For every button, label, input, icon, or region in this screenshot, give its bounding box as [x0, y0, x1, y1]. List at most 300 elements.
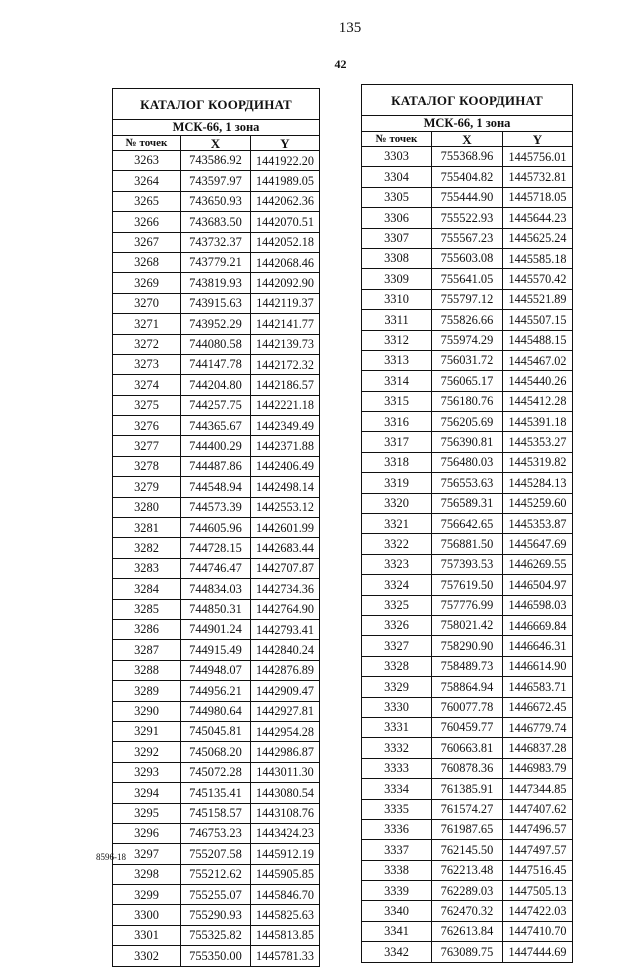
point-number-cell: 3270 [113, 293, 181, 313]
table-row [362, 697, 573, 717]
table-row [113, 151, 320, 171]
x-coordinate-cell: 756480.03 [432, 452, 503, 472]
y-coordinate-cell: 1442092.90 [251, 273, 320, 293]
point-number-cell: 3279 [113, 477, 181, 497]
y-coordinate-cell: 1442172.32 [251, 354, 320, 374]
y-coordinate-cell: 1442840.24 [251, 640, 320, 660]
point-number-cell: 3328 [362, 656, 432, 676]
x-coordinate-cell: 756180.76 [432, 391, 503, 411]
x-coordinate-cell: 757619.50 [432, 575, 503, 595]
y-coordinate-cell: 1442349.49 [251, 416, 320, 436]
y-coordinate-cell: 1447410.70 [503, 921, 573, 941]
x-coordinate-cell: 756205.69 [432, 412, 503, 432]
x-coordinate-cell: 744548.94 [181, 477, 251, 497]
point-number-cell: 3282 [113, 538, 181, 558]
table-row [362, 799, 573, 819]
point-number-cell: 3324 [362, 575, 432, 595]
y-coordinate-cell: 1447516.45 [503, 860, 573, 880]
table-row [113, 436, 320, 456]
point-number-cell: 3265 [113, 191, 181, 211]
point-number-cell: 3292 [113, 742, 181, 762]
x-coordinate-cell: 743597.97 [181, 171, 251, 191]
table-body [113, 151, 320, 967]
x-coordinate-cell: 755826.66 [432, 310, 503, 330]
y-coordinate-cell: 1445647.69 [503, 534, 573, 554]
y-coordinate-cell: 1441989.05 [251, 171, 320, 191]
x-coordinate-cell: 744834.03 [181, 579, 251, 599]
table-row [113, 905, 320, 925]
x-coordinate-cell: 745072.28 [181, 762, 251, 782]
y-coordinate-cell: 1445353.27 [503, 432, 573, 452]
table-row [362, 269, 573, 289]
point-number-cell: 3317 [362, 432, 432, 452]
table-body [362, 147, 573, 963]
point-number-cell: 3266 [113, 212, 181, 232]
table-row [362, 738, 573, 758]
point-number-cell: 3269 [113, 273, 181, 293]
y-coordinate-cell: 1442052.18 [251, 232, 320, 252]
y-coordinate-cell: 1446614.90 [503, 656, 573, 676]
point-number-cell: 3286 [113, 619, 181, 639]
point-number-cell: 3284 [113, 579, 181, 599]
point-number-cell: 3330 [362, 697, 432, 717]
y-coordinate-cell: 1447497.57 [503, 840, 573, 860]
y-coordinate-cell: 1446983.79 [503, 758, 573, 778]
point-number-cell: 3297 [113, 844, 181, 864]
table-row [113, 518, 320, 538]
x-coordinate-cell: 755350.00 [181, 946, 251, 966]
x-coordinate-cell: 744728.15 [181, 538, 251, 558]
y-coordinate-cell: 1445319.82 [503, 452, 573, 472]
x-coordinate-cell: 744147.78 [181, 354, 251, 374]
x-coordinate-cell: 745068.20 [181, 742, 251, 762]
table-row [113, 395, 320, 415]
point-number-cell: 3268 [113, 252, 181, 272]
table-row [362, 289, 573, 309]
column-header-x: X [181, 136, 251, 151]
x-coordinate-cell: 744901.24 [181, 619, 251, 639]
x-coordinate-cell: 755290.93 [181, 905, 251, 925]
table-row [362, 330, 573, 350]
table-row [362, 167, 573, 187]
table-row [113, 701, 320, 721]
point-number-cell: 3296 [113, 823, 181, 843]
y-coordinate-cell: 1445625.24 [503, 228, 573, 248]
point-number-cell: 3304 [362, 167, 432, 187]
table-row [113, 579, 320, 599]
y-coordinate-cell: 1447344.85 [503, 779, 573, 799]
point-number-cell: 3298 [113, 864, 181, 884]
table-row [113, 456, 320, 476]
y-coordinate-cell: 1442707.87 [251, 558, 320, 578]
y-coordinate-cell: 1447505.13 [503, 881, 573, 901]
y-coordinate-cell: 1443011.30 [251, 762, 320, 782]
table-row [362, 147, 573, 167]
point-number-cell: 3327 [362, 636, 432, 656]
table-row [113, 599, 320, 619]
table-row [113, 171, 320, 191]
table-row [362, 228, 573, 248]
x-coordinate-cell: 756031.72 [432, 350, 503, 370]
table-row [362, 819, 573, 839]
coordinate-system-subtitle: МСК-66, 1 зона [362, 116, 573, 132]
table-row [113, 354, 320, 374]
point-number-cell: 3332 [362, 738, 432, 758]
x-coordinate-cell: 755974.29 [432, 330, 503, 350]
point-number-cell: 3336 [362, 819, 432, 839]
table-row [362, 575, 573, 595]
point-number-cell: 3323 [362, 554, 432, 574]
x-coordinate-cell: 755404.82 [432, 167, 503, 187]
y-coordinate-cell: 1445644.23 [503, 208, 573, 228]
y-coordinate-cell: 1445813.85 [251, 925, 320, 945]
x-coordinate-cell: 760077.78 [432, 697, 503, 717]
point-number-cell: 3272 [113, 334, 181, 354]
x-coordinate-cell: 762213.48 [432, 860, 503, 880]
table-row [362, 350, 573, 370]
x-coordinate-cell: 745135.41 [181, 783, 251, 803]
x-coordinate-cell: 763089.75 [432, 942, 503, 962]
table-row [113, 721, 320, 741]
point-number-cell: 3305 [362, 187, 432, 207]
point-number-cell: 3334 [362, 779, 432, 799]
point-number-cell: 3302 [113, 946, 181, 966]
point-number-cell: 3299 [113, 885, 181, 905]
y-coordinate-cell: 1445585.18 [503, 248, 573, 268]
point-number-cell: 3311 [362, 310, 432, 330]
y-coordinate-cell: 1445521.89 [503, 289, 573, 309]
y-coordinate-cell: 1445391.18 [503, 412, 573, 432]
table-row [113, 375, 320, 395]
table-row [113, 742, 320, 762]
y-coordinate-cell: 1446837.28 [503, 738, 573, 758]
table-row [362, 677, 573, 697]
table-row [362, 391, 573, 411]
table-row [362, 310, 573, 330]
x-coordinate-cell: 744850.31 [181, 599, 251, 619]
x-coordinate-cell: 761574.27 [432, 799, 503, 819]
table-row [113, 925, 320, 945]
x-coordinate-cell: 744948.07 [181, 660, 251, 680]
y-coordinate-cell: 1442068.46 [251, 252, 320, 272]
point-number-cell: 3276 [113, 416, 181, 436]
y-coordinate-cell: 1445467.02 [503, 350, 573, 370]
x-coordinate-cell: 761987.65 [432, 819, 503, 839]
point-number-cell: 3288 [113, 660, 181, 680]
table-row [113, 946, 320, 966]
table-row [113, 660, 320, 680]
point-number-cell: 3278 [113, 456, 181, 476]
y-coordinate-cell: 1446672.45 [503, 697, 573, 717]
point-number-cell: 3267 [113, 232, 181, 252]
point-number-cell: 3326 [362, 615, 432, 635]
y-coordinate-cell: 1447422.03 [503, 901, 573, 921]
point-number-cell: 3318 [362, 452, 432, 472]
table-row [113, 497, 320, 517]
point-number-cell: 3285 [113, 599, 181, 619]
x-coordinate-cell: 744956.21 [181, 681, 251, 701]
y-coordinate-cell: 1442876.89 [251, 660, 320, 680]
table-row [362, 595, 573, 615]
point-number-cell: 3339 [362, 881, 432, 901]
table-row [113, 844, 320, 864]
point-number-cell: 3280 [113, 497, 181, 517]
y-coordinate-cell: 1442954.28 [251, 721, 320, 741]
document-code: 8596-18 [96, 852, 126, 862]
y-coordinate-cell: 1446646.31 [503, 636, 573, 656]
table-row [362, 493, 573, 513]
x-coordinate-cell: 755444.90 [432, 187, 503, 207]
column-header-y: Y [503, 132, 573, 147]
table-row [113, 232, 320, 252]
y-coordinate-cell: 1441922.20 [251, 151, 320, 171]
table-row [362, 248, 573, 268]
x-coordinate-cell: 762613.84 [432, 921, 503, 941]
table-row [113, 681, 320, 701]
x-coordinate-cell: 744080.58 [181, 334, 251, 354]
y-coordinate-cell: 1445440.26 [503, 371, 573, 391]
point-number-cell: 3313 [362, 350, 432, 370]
table-row [362, 187, 573, 207]
y-coordinate-cell: 1442601.99 [251, 518, 320, 538]
table-row [362, 656, 573, 676]
y-coordinate-cell: 1446779.74 [503, 717, 573, 737]
point-number-cell: 3307 [362, 228, 432, 248]
column-header-point-number: № точек [362, 132, 432, 147]
table-row [113, 314, 320, 334]
point-number-cell: 3309 [362, 269, 432, 289]
table-row [362, 412, 573, 432]
point-number-cell: 3329 [362, 677, 432, 697]
point-number-cell: 3263 [113, 151, 181, 171]
y-coordinate-cell: 1446583.71 [503, 677, 573, 697]
table-row [362, 840, 573, 860]
point-number-cell: 3281 [113, 518, 181, 538]
table-row [362, 758, 573, 778]
table-row [362, 881, 573, 901]
table-row [362, 534, 573, 554]
x-coordinate-cell: 758489.73 [432, 656, 503, 676]
table-row [113, 334, 320, 354]
point-number-cell: 3308 [362, 248, 432, 268]
y-coordinate-cell: 1445412.28 [503, 391, 573, 411]
y-coordinate-cell: 1442406.49 [251, 456, 320, 476]
point-number-cell: 3293 [113, 762, 181, 782]
x-coordinate-cell: 758021.42 [432, 615, 503, 635]
y-coordinate-cell: 1442498.14 [251, 477, 320, 497]
coordinate-system-subtitle: МСК-66, 1 зона [113, 120, 320, 136]
y-coordinate-cell: 1447407.62 [503, 799, 573, 819]
table-row [113, 558, 320, 578]
point-number-cell: 3341 [362, 921, 432, 941]
table-row [362, 432, 573, 452]
point-number-cell: 3335 [362, 799, 432, 819]
y-coordinate-cell: 1442141.77 [251, 314, 320, 334]
x-coordinate-cell: 743819.93 [181, 273, 251, 293]
table-row [113, 191, 320, 211]
point-number-cell: 3331 [362, 717, 432, 737]
point-number-cell: 3314 [362, 371, 432, 391]
table-row [362, 942, 573, 962]
table-row [362, 615, 573, 635]
x-coordinate-cell: 743779.21 [181, 252, 251, 272]
y-coordinate-cell: 1442186.57 [251, 375, 320, 395]
x-coordinate-cell: 743915.63 [181, 293, 251, 313]
x-coordinate-cell: 755368.96 [432, 147, 503, 167]
y-coordinate-cell: 1447444.69 [503, 942, 573, 962]
x-coordinate-cell: 757776.99 [432, 595, 503, 615]
table-row [113, 762, 320, 782]
point-number-cell: 3289 [113, 681, 181, 701]
x-coordinate-cell: 758290.90 [432, 636, 503, 656]
point-number-cell: 3287 [113, 640, 181, 660]
y-coordinate-cell: 1445756.01 [503, 147, 573, 167]
x-coordinate-cell: 762145.50 [432, 840, 503, 860]
point-number-cell: 3320 [362, 493, 432, 513]
y-coordinate-cell: 1442221.18 [251, 395, 320, 415]
x-coordinate-cell: 746753.23 [181, 823, 251, 843]
y-coordinate-cell: 1442764.90 [251, 599, 320, 619]
y-coordinate-cell: 1442734.36 [251, 579, 320, 599]
table-row [362, 554, 573, 574]
point-number-cell: 3338 [362, 860, 432, 880]
table-row [362, 717, 573, 737]
y-coordinate-cell: 1442793.41 [251, 619, 320, 639]
x-coordinate-cell: 756390.81 [432, 432, 503, 452]
y-coordinate-cell: 1442909.47 [251, 681, 320, 701]
table-row [113, 783, 320, 803]
x-coordinate-cell: 756553.63 [432, 473, 503, 493]
coordinate-catalog-table-left [112, 88, 320, 967]
table-row [113, 640, 320, 660]
y-coordinate-cell: 1445912.19 [251, 844, 320, 864]
y-coordinate-cell: 1445507.15 [503, 310, 573, 330]
sheet-number: 42 [334, 57, 347, 71]
x-coordinate-cell: 755207.58 [181, 844, 251, 864]
x-coordinate-cell: 762289.03 [432, 881, 503, 901]
y-coordinate-cell: 1442119.37 [251, 293, 320, 313]
point-number-cell: 3322 [362, 534, 432, 554]
y-coordinate-cell: 1446269.55 [503, 554, 573, 574]
x-coordinate-cell: 756881.50 [432, 534, 503, 554]
y-coordinate-cell: 1445570.42 [503, 269, 573, 289]
point-number-cell: 3316 [362, 412, 432, 432]
x-coordinate-cell: 745045.81 [181, 721, 251, 741]
x-coordinate-cell: 743683.50 [181, 212, 251, 232]
point-number-cell: 3312 [362, 330, 432, 350]
x-coordinate-cell: 744365.67 [181, 416, 251, 436]
y-coordinate-cell: 1442371.88 [251, 436, 320, 456]
point-number-cell: 3283 [113, 558, 181, 578]
x-coordinate-cell: 755255.07 [181, 885, 251, 905]
point-number-cell: 3340 [362, 901, 432, 921]
table-row [362, 921, 573, 941]
table-row [362, 208, 573, 228]
x-coordinate-cell: 743952.29 [181, 314, 251, 334]
y-coordinate-cell: 1442139.73 [251, 334, 320, 354]
y-coordinate-cell: 1445488.15 [503, 330, 573, 350]
y-coordinate-cell: 1442986.87 [251, 742, 320, 762]
x-coordinate-cell: 755212.62 [181, 864, 251, 884]
y-coordinate-cell: 1445846.70 [251, 885, 320, 905]
table-row [113, 477, 320, 497]
table-row [113, 823, 320, 843]
y-coordinate-cell: 1445781.33 [251, 946, 320, 966]
column-header-x: X [432, 132, 503, 147]
point-number-cell: 3277 [113, 436, 181, 456]
x-coordinate-cell: 744400.29 [181, 436, 251, 456]
x-coordinate-cell: 755797.12 [432, 289, 503, 309]
x-coordinate-cell: 744257.75 [181, 395, 251, 415]
y-coordinate-cell: 1445905.85 [251, 864, 320, 884]
y-coordinate-cell: 1445259.60 [503, 493, 573, 513]
y-coordinate-cell: 1442070.51 [251, 212, 320, 232]
point-number-cell: 3306 [362, 208, 432, 228]
point-number-cell: 3291 [113, 721, 181, 741]
table-row [113, 619, 320, 639]
x-coordinate-cell: 760663.81 [432, 738, 503, 758]
point-number-cell: 3275 [113, 395, 181, 415]
table-row [113, 538, 320, 558]
page-number: 135 [338, 20, 362, 36]
x-coordinate-cell: 756642.65 [432, 514, 503, 534]
x-coordinate-cell: 744980.64 [181, 701, 251, 721]
table-row [362, 452, 573, 472]
x-coordinate-cell: 760459.77 [432, 717, 503, 737]
table-row [362, 371, 573, 391]
point-number-cell: 3319 [362, 473, 432, 493]
x-coordinate-cell: 755641.05 [432, 269, 503, 289]
point-number-cell: 3301 [113, 925, 181, 945]
x-coordinate-cell: 760878.36 [432, 758, 503, 778]
table-row [113, 212, 320, 232]
x-coordinate-cell: 745158.57 [181, 803, 251, 823]
y-coordinate-cell: 1443424.23 [251, 823, 320, 843]
table-row [113, 252, 320, 272]
point-number-cell: 3271 [113, 314, 181, 334]
point-number-cell: 3303 [362, 147, 432, 167]
table-row [113, 803, 320, 823]
x-coordinate-cell: 756589.31 [432, 493, 503, 513]
table-row [362, 514, 573, 534]
column-header-point-number: № точек [113, 136, 181, 151]
table-row [113, 416, 320, 436]
y-coordinate-cell: 1442553.12 [251, 497, 320, 517]
x-coordinate-cell: 744204.80 [181, 375, 251, 395]
x-coordinate-cell: 762470.32 [432, 901, 503, 921]
y-coordinate-cell: 1447496.57 [503, 819, 573, 839]
y-coordinate-cell: 1442683.44 [251, 538, 320, 558]
y-coordinate-cell: 1442927.81 [251, 701, 320, 721]
point-number-cell: 3342 [362, 942, 432, 962]
y-coordinate-cell: 1445284.13 [503, 473, 573, 493]
point-number-cell: 3264 [113, 171, 181, 191]
table-row [362, 860, 573, 880]
catalog-title: КАТАЛОГ КООРДИНАТ [113, 89, 320, 120]
point-number-cell: 3273 [113, 354, 181, 374]
y-coordinate-cell: 1446669.84 [503, 615, 573, 635]
point-number-cell: 3294 [113, 783, 181, 803]
column-header-y: Y [251, 136, 320, 151]
point-number-cell: 3325 [362, 595, 432, 615]
x-coordinate-cell: 761385.91 [432, 779, 503, 799]
table-row [113, 885, 320, 905]
x-coordinate-cell: 755567.23 [432, 228, 503, 248]
table-row [113, 293, 320, 313]
point-number-cell: 3274 [113, 375, 181, 395]
table-row [362, 779, 573, 799]
x-coordinate-cell: 755603.08 [432, 248, 503, 268]
